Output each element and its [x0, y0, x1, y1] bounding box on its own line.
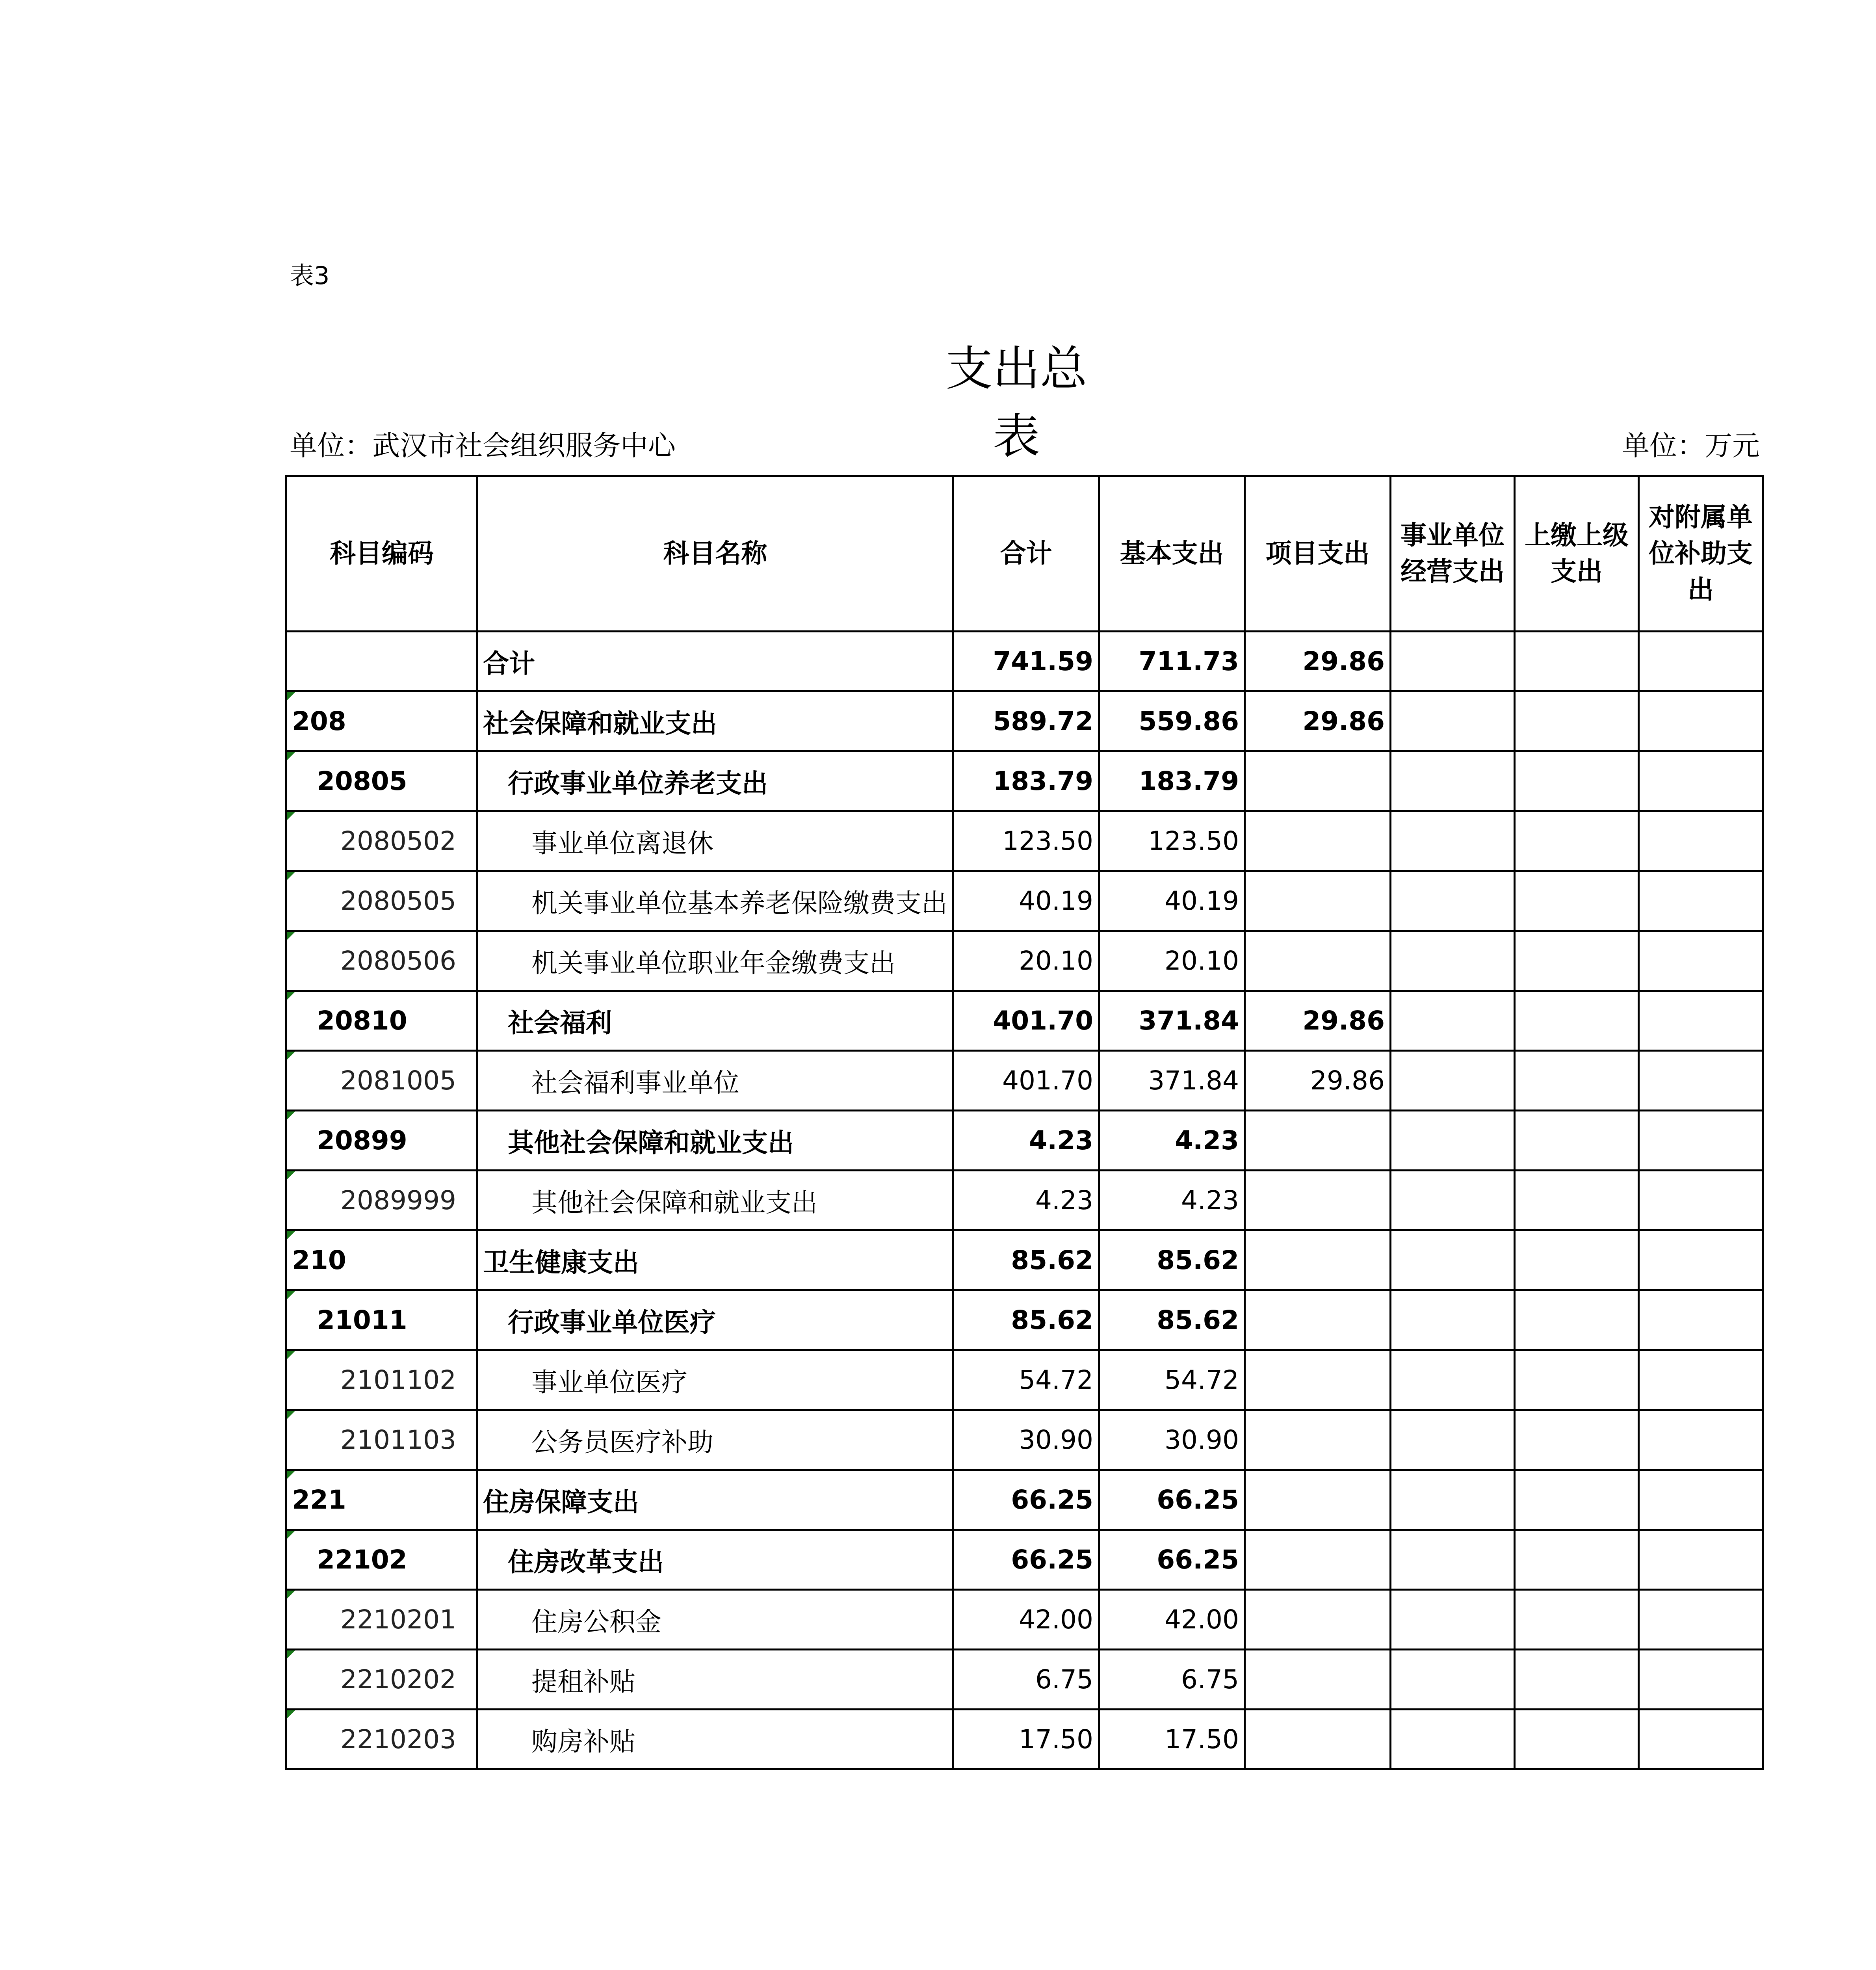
cell-total: 4.23	[953, 1171, 1099, 1230]
text-number-indicator-icon	[287, 1111, 295, 1119]
cell-basic: 183.79	[1099, 751, 1245, 811]
cell-name: 合计	[477, 632, 953, 691]
table-row	[286, 1111, 1763, 1171]
cell-code: 21011	[286, 1290, 477, 1350]
cell-subsidy	[1639, 691, 1763, 751]
table-row	[286, 991, 1763, 1051]
cell-business	[1391, 1590, 1515, 1650]
text-number-indicator-icon	[287, 1531, 295, 1539]
cell-business	[1391, 811, 1515, 871]
cell-name: 行政事业单位医疗	[477, 1290, 953, 1350]
table-row	[286, 632, 1763, 691]
cell-subsidy	[1639, 931, 1763, 991]
cell-basic: 54.72	[1099, 1350, 1245, 1410]
cell-project	[1245, 1290, 1391, 1350]
cell-name: 社会福利事业单位	[477, 1051, 953, 1111]
cell-project	[1245, 811, 1391, 871]
cell-upper	[1515, 1710, 1639, 1769]
cell-project: 29.86	[1245, 632, 1391, 691]
cell-subsidy	[1639, 1171, 1763, 1230]
text-number-indicator-icon	[287, 1471, 295, 1479]
cell-basic: 559.86	[1099, 691, 1245, 751]
text-number-indicator-icon	[287, 1351, 295, 1359]
cell-code: 2210203	[286, 1710, 477, 1769]
cell-project	[1245, 1230, 1391, 1290]
cell-business	[1391, 632, 1515, 691]
cell-basic: 371.84	[1099, 991, 1245, 1051]
cell-business	[1391, 991, 1515, 1051]
cell-upper	[1515, 1051, 1639, 1111]
cell-code: 221	[286, 1470, 477, 1530]
cell-subsidy	[1639, 991, 1763, 1051]
cell-business	[1391, 931, 1515, 991]
cell-basic: 711.73	[1099, 632, 1245, 691]
header-code: 科目编码	[286, 476, 477, 632]
cell-code: 210	[286, 1230, 477, 1290]
cell-name: 社会福利	[477, 991, 953, 1051]
text-number-indicator-icon	[287, 1052, 295, 1059]
cell-name: 住房改革支出	[477, 1530, 953, 1590]
cell-upper	[1515, 871, 1639, 931]
cell-total: 66.25	[953, 1470, 1099, 1530]
table-row	[286, 931, 1763, 991]
table-row	[286, 811, 1763, 871]
cell-code: 20899	[286, 1111, 477, 1171]
cell-subsidy	[1639, 1470, 1763, 1530]
cell-subsidy	[1639, 1230, 1763, 1290]
cell-basic: 4.23	[1099, 1171, 1245, 1230]
cell-subsidy	[1639, 1530, 1763, 1590]
table-row	[286, 1650, 1763, 1710]
text-number-indicator-icon	[287, 1291, 295, 1299]
cell-code: 2210202	[286, 1650, 477, 1710]
cell-code: 2080502	[286, 811, 477, 871]
text-number-indicator-icon	[287, 692, 295, 700]
cell-project	[1245, 1710, 1391, 1769]
table-row	[286, 1710, 1763, 1769]
cell-total: 20.10	[953, 931, 1099, 991]
cell-basic: 123.50	[1099, 811, 1245, 871]
cell-name: 社会保障和就业支出	[477, 691, 953, 751]
cell-code: 22102	[286, 1530, 477, 1590]
cell-subsidy	[1639, 1410, 1763, 1470]
header-subsidy: 对附属单位补助支出	[1639, 476, 1763, 632]
cell-total: 40.19	[953, 871, 1099, 931]
cell-basic: 42.00	[1099, 1590, 1245, 1650]
text-number-indicator-icon	[287, 1710, 295, 1718]
text-number-indicator-icon	[287, 1231, 295, 1239]
cell-upper	[1515, 931, 1639, 991]
cell-project	[1245, 751, 1391, 811]
unit-organization: 单位：武汉市社会组织服务中心	[290, 429, 676, 462]
cell-code: 2089999	[286, 1171, 477, 1230]
cell-total: 17.50	[953, 1710, 1099, 1769]
cell-subsidy	[1639, 1650, 1763, 1710]
header-name: 科目名称	[477, 476, 953, 632]
cell-business	[1391, 1350, 1515, 1410]
cell-basic: 40.19	[1099, 871, 1245, 931]
cell-subsidy	[1639, 1290, 1763, 1350]
table-row	[286, 1590, 1763, 1650]
cell-business	[1391, 1410, 1515, 1470]
table-header-row	[286, 476, 1763, 632]
cell-project	[1245, 1650, 1391, 1710]
cell-upper	[1515, 1470, 1639, 1530]
cell-project	[1245, 1171, 1391, 1230]
text-number-indicator-icon	[287, 992, 295, 1000]
table-row	[286, 1171, 1763, 1230]
cell-subsidy	[1639, 1350, 1763, 1410]
cell-total: 42.00	[953, 1590, 1099, 1650]
table-row	[286, 1290, 1763, 1350]
cell-upper	[1515, 1590, 1639, 1650]
cell-name: 公务员医疗补助	[477, 1410, 953, 1470]
cell-upper	[1515, 632, 1639, 691]
cell-business	[1391, 1650, 1515, 1710]
cell-basic: 371.84	[1099, 1051, 1245, 1111]
cell-basic: 6.75	[1099, 1650, 1245, 1710]
cell-code: 2210201	[286, 1590, 477, 1650]
cell-total: 123.50	[953, 811, 1099, 871]
cell-upper	[1515, 751, 1639, 811]
cell-business	[1391, 1111, 1515, 1171]
cell-basic: 4.23	[1099, 1111, 1245, 1171]
cell-business	[1391, 1171, 1515, 1230]
cell-project: 29.86	[1245, 691, 1391, 751]
cell-upper	[1515, 1290, 1639, 1350]
cell-subsidy	[1639, 1590, 1763, 1650]
header-upper: 上缴上级支出	[1515, 476, 1639, 632]
cell-project	[1245, 1530, 1391, 1590]
table-row	[286, 751, 1763, 811]
cell-subsidy	[1639, 751, 1763, 811]
cell-code: 2101102	[286, 1350, 477, 1410]
cell-code: 2080506	[286, 931, 477, 991]
cell-project	[1245, 1410, 1391, 1470]
text-number-indicator-icon	[287, 752, 295, 760]
cell-code	[286, 632, 477, 691]
cell-name: 事业单位医疗	[477, 1350, 953, 1410]
cell-code: 2080505	[286, 871, 477, 931]
cell-upper	[1515, 1171, 1639, 1230]
table-row	[286, 1530, 1763, 1590]
text-number-indicator-icon	[287, 932, 295, 940]
cell-total: 54.72	[953, 1350, 1099, 1410]
cell-basic: 66.25	[1099, 1530, 1245, 1590]
cell-code: 2101103	[286, 1410, 477, 1470]
cell-project	[1245, 1470, 1391, 1530]
cell-total: 4.23	[953, 1111, 1099, 1171]
cell-business	[1391, 1051, 1515, 1111]
cell-name: 机关事业单位职业年金缴费支出	[477, 931, 953, 991]
sheet-label: 表3	[290, 261, 330, 290]
cell-code: 20810	[286, 991, 477, 1051]
cell-total: 589.72	[953, 691, 1099, 751]
text-number-indicator-icon	[287, 1591, 295, 1598]
header-business: 事业单位经营支出	[1391, 476, 1515, 632]
cell-business	[1391, 1530, 1515, 1590]
cell-name: 提租补贴	[477, 1650, 953, 1710]
cell-subsidy	[1639, 1710, 1763, 1769]
table-row	[286, 1410, 1763, 1470]
cell-project	[1245, 1590, 1391, 1650]
cell-business	[1391, 871, 1515, 931]
cell-total: 183.79	[953, 751, 1099, 811]
cell-total: 401.70	[953, 1051, 1099, 1111]
cell-code: 208	[286, 691, 477, 751]
header-total: 合计	[953, 476, 1099, 632]
cell-business	[1391, 1710, 1515, 1769]
cell-project: 29.86	[1245, 1051, 1391, 1111]
cell-upper	[1515, 991, 1639, 1051]
cell-upper	[1515, 691, 1639, 751]
cell-basic: 66.25	[1099, 1470, 1245, 1530]
cell-business	[1391, 1290, 1515, 1350]
cell-upper	[1515, 1111, 1639, 1171]
cell-subsidy	[1639, 632, 1763, 691]
table-body	[286, 632, 1763, 1769]
page-title: 支出总表	[945, 342, 1087, 464]
cell-total: 6.75	[953, 1650, 1099, 1710]
cell-subsidy	[1639, 1111, 1763, 1171]
cell-name: 事业单位离退休	[477, 811, 953, 871]
text-number-indicator-icon	[287, 1650, 295, 1658]
table-row	[286, 1470, 1763, 1530]
cell-basic: 17.50	[1099, 1710, 1245, 1769]
cell-total: 66.25	[953, 1530, 1099, 1590]
cell-project	[1245, 1350, 1391, 1410]
cell-subsidy	[1639, 871, 1763, 931]
header-basic: 基本支出	[1099, 476, 1245, 632]
table-row	[286, 1051, 1763, 1111]
cell-name: 购房补贴	[477, 1710, 953, 1769]
cell-project	[1245, 871, 1391, 931]
cell-basic: 20.10	[1099, 931, 1245, 991]
unit-currency: 单位：万元	[1622, 429, 1760, 462]
expenditure-table	[285, 475, 1764, 1770]
cell-upper	[1515, 1650, 1639, 1710]
cell-total: 30.90	[953, 1410, 1099, 1470]
cell-subsidy	[1639, 811, 1763, 871]
cell-upper	[1515, 1230, 1639, 1290]
cell-name: 其他社会保障和就业支出	[477, 1111, 953, 1171]
cell-name: 行政事业单位养老支出	[477, 751, 953, 811]
cell-code: 20805	[286, 751, 477, 811]
text-number-indicator-icon	[287, 1411, 295, 1419]
cell-business	[1391, 751, 1515, 811]
text-number-indicator-icon	[287, 872, 295, 880]
cell-project	[1245, 1111, 1391, 1171]
cell-upper	[1515, 1410, 1639, 1470]
cell-project	[1245, 931, 1391, 991]
cell-upper	[1515, 1530, 1639, 1590]
cell-business	[1391, 691, 1515, 751]
cell-basic: 30.90	[1099, 1410, 1245, 1470]
cell-project: 29.86	[1245, 991, 1391, 1051]
cell-name: 卫生健康支出	[477, 1230, 953, 1290]
text-number-indicator-icon	[287, 1171, 295, 1179]
cell-business	[1391, 1470, 1515, 1530]
table-row	[286, 1230, 1763, 1290]
table-row	[286, 1350, 1763, 1410]
cell-total: 85.62	[953, 1230, 1099, 1290]
table-row	[286, 691, 1763, 751]
cell-upper	[1515, 1350, 1639, 1410]
cell-total: 401.70	[953, 991, 1099, 1051]
cell-name: 住房保障支出	[477, 1470, 953, 1530]
cell-name: 其他社会保障和就业支出	[477, 1171, 953, 1230]
cell-business	[1391, 1230, 1515, 1290]
cell-basic: 85.62	[1099, 1290, 1245, 1350]
text-number-indicator-icon	[287, 812, 295, 820]
header-project: 项目支出	[1245, 476, 1391, 632]
cell-total: 85.62	[953, 1290, 1099, 1350]
cell-code: 2081005	[286, 1051, 477, 1111]
table-row	[286, 871, 1763, 931]
cell-name: 机关事业单位基本养老保险缴费支出	[477, 871, 953, 931]
cell-upper	[1515, 811, 1639, 871]
cell-subsidy	[1639, 1051, 1763, 1111]
cell-name: 住房公积金	[477, 1590, 953, 1650]
cell-total: 741.59	[953, 632, 1099, 691]
cell-basic: 85.62	[1099, 1230, 1245, 1290]
